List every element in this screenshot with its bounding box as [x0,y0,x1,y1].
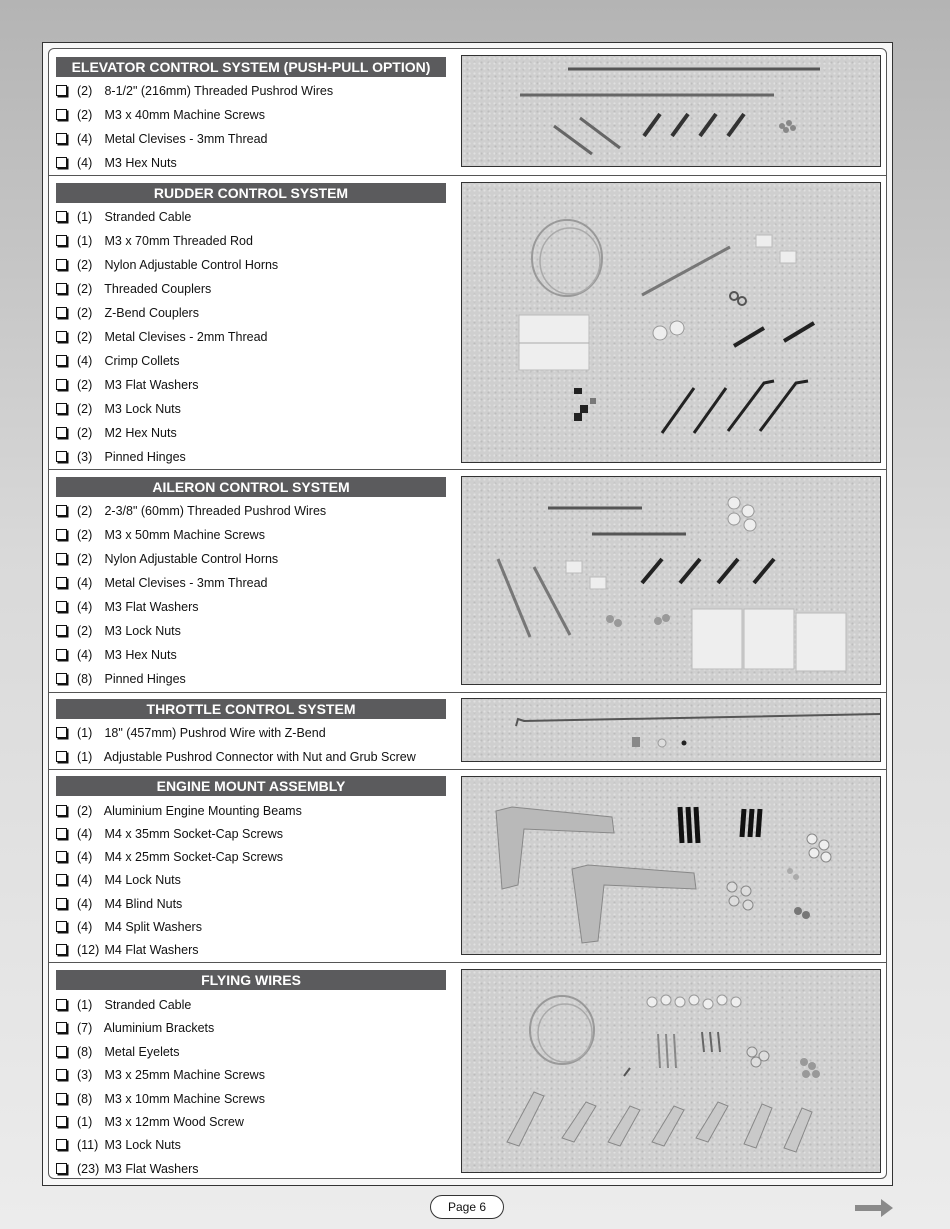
checkbox-icon[interactable] [56,553,67,564]
section-rudder [48,175,887,469]
checklist-item[interactable]: (2) M3 Lock Nuts [56,401,181,417]
checkbox-icon[interactable] [56,649,67,660]
checkbox-icon[interactable] [56,944,67,955]
section-title: ELEVATOR CONTROL SYSTEM (PUSH-PULL OPTION) [56,57,446,77]
parts-illustration [462,699,881,762]
parts-illustration [462,970,881,1173]
parts-photo [461,182,881,463]
checkbox-icon[interactable] [56,805,67,816]
checkbox-icon[interactable] [56,999,67,1010]
checkbox-icon[interactable] [56,1139,67,1150]
section-title: AILERON CONTROL SYSTEM [56,477,446,497]
checkbox-icon[interactable] [56,259,67,270]
checklist-item[interactable]: (2) Nylon Adjustable Control Horns [56,257,278,273]
checkbox-icon[interactable] [56,1116,67,1127]
checklist-item[interactable]: (4) Metal Clevises - 3mm Thread [56,575,268,591]
section-flying-wires [48,962,887,1178]
checkbox-icon[interactable] [56,625,67,636]
checklist-item[interactable]: (1) Stranded Cable [56,997,191,1013]
checkbox-icon[interactable] [56,109,67,120]
parts-photo [461,55,881,167]
checklist-item[interactable]: (2) Metal Clevises - 2mm Thread [56,329,268,345]
parts-photo [461,698,881,762]
checkbox-icon[interactable] [56,85,67,96]
checklist-item[interactable]: (7) Aluminium Brackets [56,1020,214,1036]
checklist-item[interactable]: (2) M3 x 50mm Machine Screws [56,527,265,543]
checklist-item[interactable]: (1) 18" (457mm) Pushrod Wire with Z-Bend [56,725,326,741]
checklist-item[interactable]: (4) M4 Lock Nuts [56,872,181,888]
checklist-item[interactable]: (1) M3 x 70mm Threaded Rod [56,233,253,249]
checkbox-icon[interactable] [56,403,67,414]
parts-illustration [462,56,881,167]
checkbox-icon[interactable] [56,673,67,684]
checkbox-icon[interactable] [56,898,67,909]
checkbox-icon[interactable] [56,1069,67,1080]
checklist-item[interactable]: (4) M4 Blind Nuts [56,896,182,912]
checklist-item[interactable]: (4) M4 x 35mm Socket-Cap Screws [56,826,283,842]
checklist-item[interactable]: (2) Threaded Couplers [56,281,211,297]
checkbox-icon[interactable] [56,133,67,144]
checkbox-icon[interactable] [56,283,67,294]
checklist-item[interactable]: (12) M4 Flat Washers [56,942,199,958]
checklist-item[interactable]: (2) M2 Hex Nuts [56,425,177,441]
checklist-item[interactable]: (2) 8-1/2" (216mm) Threaded Pushrod Wires [56,83,333,99]
section-engine-mount [48,769,887,962]
checklist-item[interactable]: (4) M3 Flat Washers [56,599,199,615]
section-aileron [48,469,887,692]
parts-illustration [462,777,881,955]
checkbox-icon[interactable] [56,505,67,516]
checkbox-icon[interactable] [56,379,67,390]
section-title: FLYING WIRES [56,970,446,990]
checklist-item[interactable]: (4) M3 Hex Nuts [56,647,177,663]
checkbox-icon[interactable] [56,601,67,612]
checkbox-icon[interactable] [56,157,67,168]
checklist-item[interactable]: (4) Crimp Collets [56,353,180,369]
checklist-item[interactable]: (11) M3 Lock Nuts [56,1137,181,1153]
checklist-item[interactable]: (2) Z-Bend Couplers [56,305,199,321]
section-elevator [48,50,887,175]
checklist-item[interactable]: (2) M3 Lock Nuts [56,623,181,639]
checklist-item[interactable]: (4) Metal Clevises - 3mm Thread [56,131,268,147]
checkbox-icon[interactable] [56,427,67,438]
checklist-item[interactable]: (8) M3 x 10mm Machine Screws [56,1091,265,1107]
checklist-item[interactable]: (4) M4 Split Washers [56,919,202,935]
checklist-item[interactable]: (1) M3 x 12mm Wood Screw [56,1114,244,1130]
checkbox-icon[interactable] [56,1163,67,1174]
checkbox-icon[interactable] [56,331,67,342]
checkbox-icon[interactable] [56,529,67,540]
section-title: ENGINE MOUNT ASSEMBLY [56,776,446,796]
parts-photo [461,969,881,1173]
checklist-item[interactable]: (23) M3 Flat Washers [56,1161,199,1177]
checkbox-icon[interactable] [56,211,67,222]
checkbox-icon[interactable] [56,851,67,862]
checkbox-icon[interactable] [56,874,67,885]
checkbox-icon[interactable] [56,235,67,246]
page-number: Page 6 [430,1195,504,1219]
checklist-item[interactable]: (2) 2-3/8" (60mm) Threaded Pushrod Wires [56,503,326,519]
checklist-item[interactable]: (1) Adjustable Pushrod Connector with Nut and Grub Screw [56,749,416,765]
checkbox-icon[interactable] [56,451,67,462]
arrow-right-icon[interactable] [855,1198,895,1223]
parts-illustration [462,183,881,463]
checkbox-icon[interactable] [56,921,67,932]
section-title: THROTTLE CONTROL SYSTEM [56,699,446,719]
checklist-item[interactable]: (2) M3 x 40mm Machine Screws [56,107,265,123]
checkbox-icon[interactable] [56,1022,67,1033]
checklist-item[interactable]: (3) Pinned Hinges [56,449,186,465]
checkbox-icon[interactable] [56,751,67,762]
checklist-item[interactable]: (8) Pinned Hinges [56,671,186,687]
checklist-item[interactable]: (4) M4 x 25mm Socket-Cap Screws [56,849,283,865]
checkbox-icon[interactable] [56,577,67,588]
checklist-item[interactable]: (2) M3 Flat Washers [56,377,199,393]
checklist-item[interactable]: (2) Nylon Adjustable Control Horns [56,551,278,567]
checkbox-icon[interactable] [56,307,67,318]
section-title: RUDDER CONTROL SYSTEM [56,183,446,203]
checkbox-icon[interactable] [56,355,67,366]
section-throttle [48,692,887,769]
checklist-item[interactable]: (2) Aluminium Engine Mounting Beams [56,803,302,819]
checkbox-icon[interactable] [56,1046,67,1057]
parts-photo [461,776,881,955]
parts-illustration [462,477,881,685]
checkbox-icon[interactable] [56,828,67,839]
parts-photo [461,476,881,685]
checklist-item[interactable]: (1) Stranded Cable [56,209,191,225]
checklist-item[interactable]: (3) M3 x 25mm Machine Screws [56,1067,265,1083]
checklist-item[interactable]: (8) Metal Eyelets [56,1044,180,1060]
checklist-item[interactable]: (4) M3 Hex Nuts [56,155,177,171]
checkbox-icon[interactable] [56,727,67,738]
checkbox-icon[interactable] [56,1093,67,1104]
